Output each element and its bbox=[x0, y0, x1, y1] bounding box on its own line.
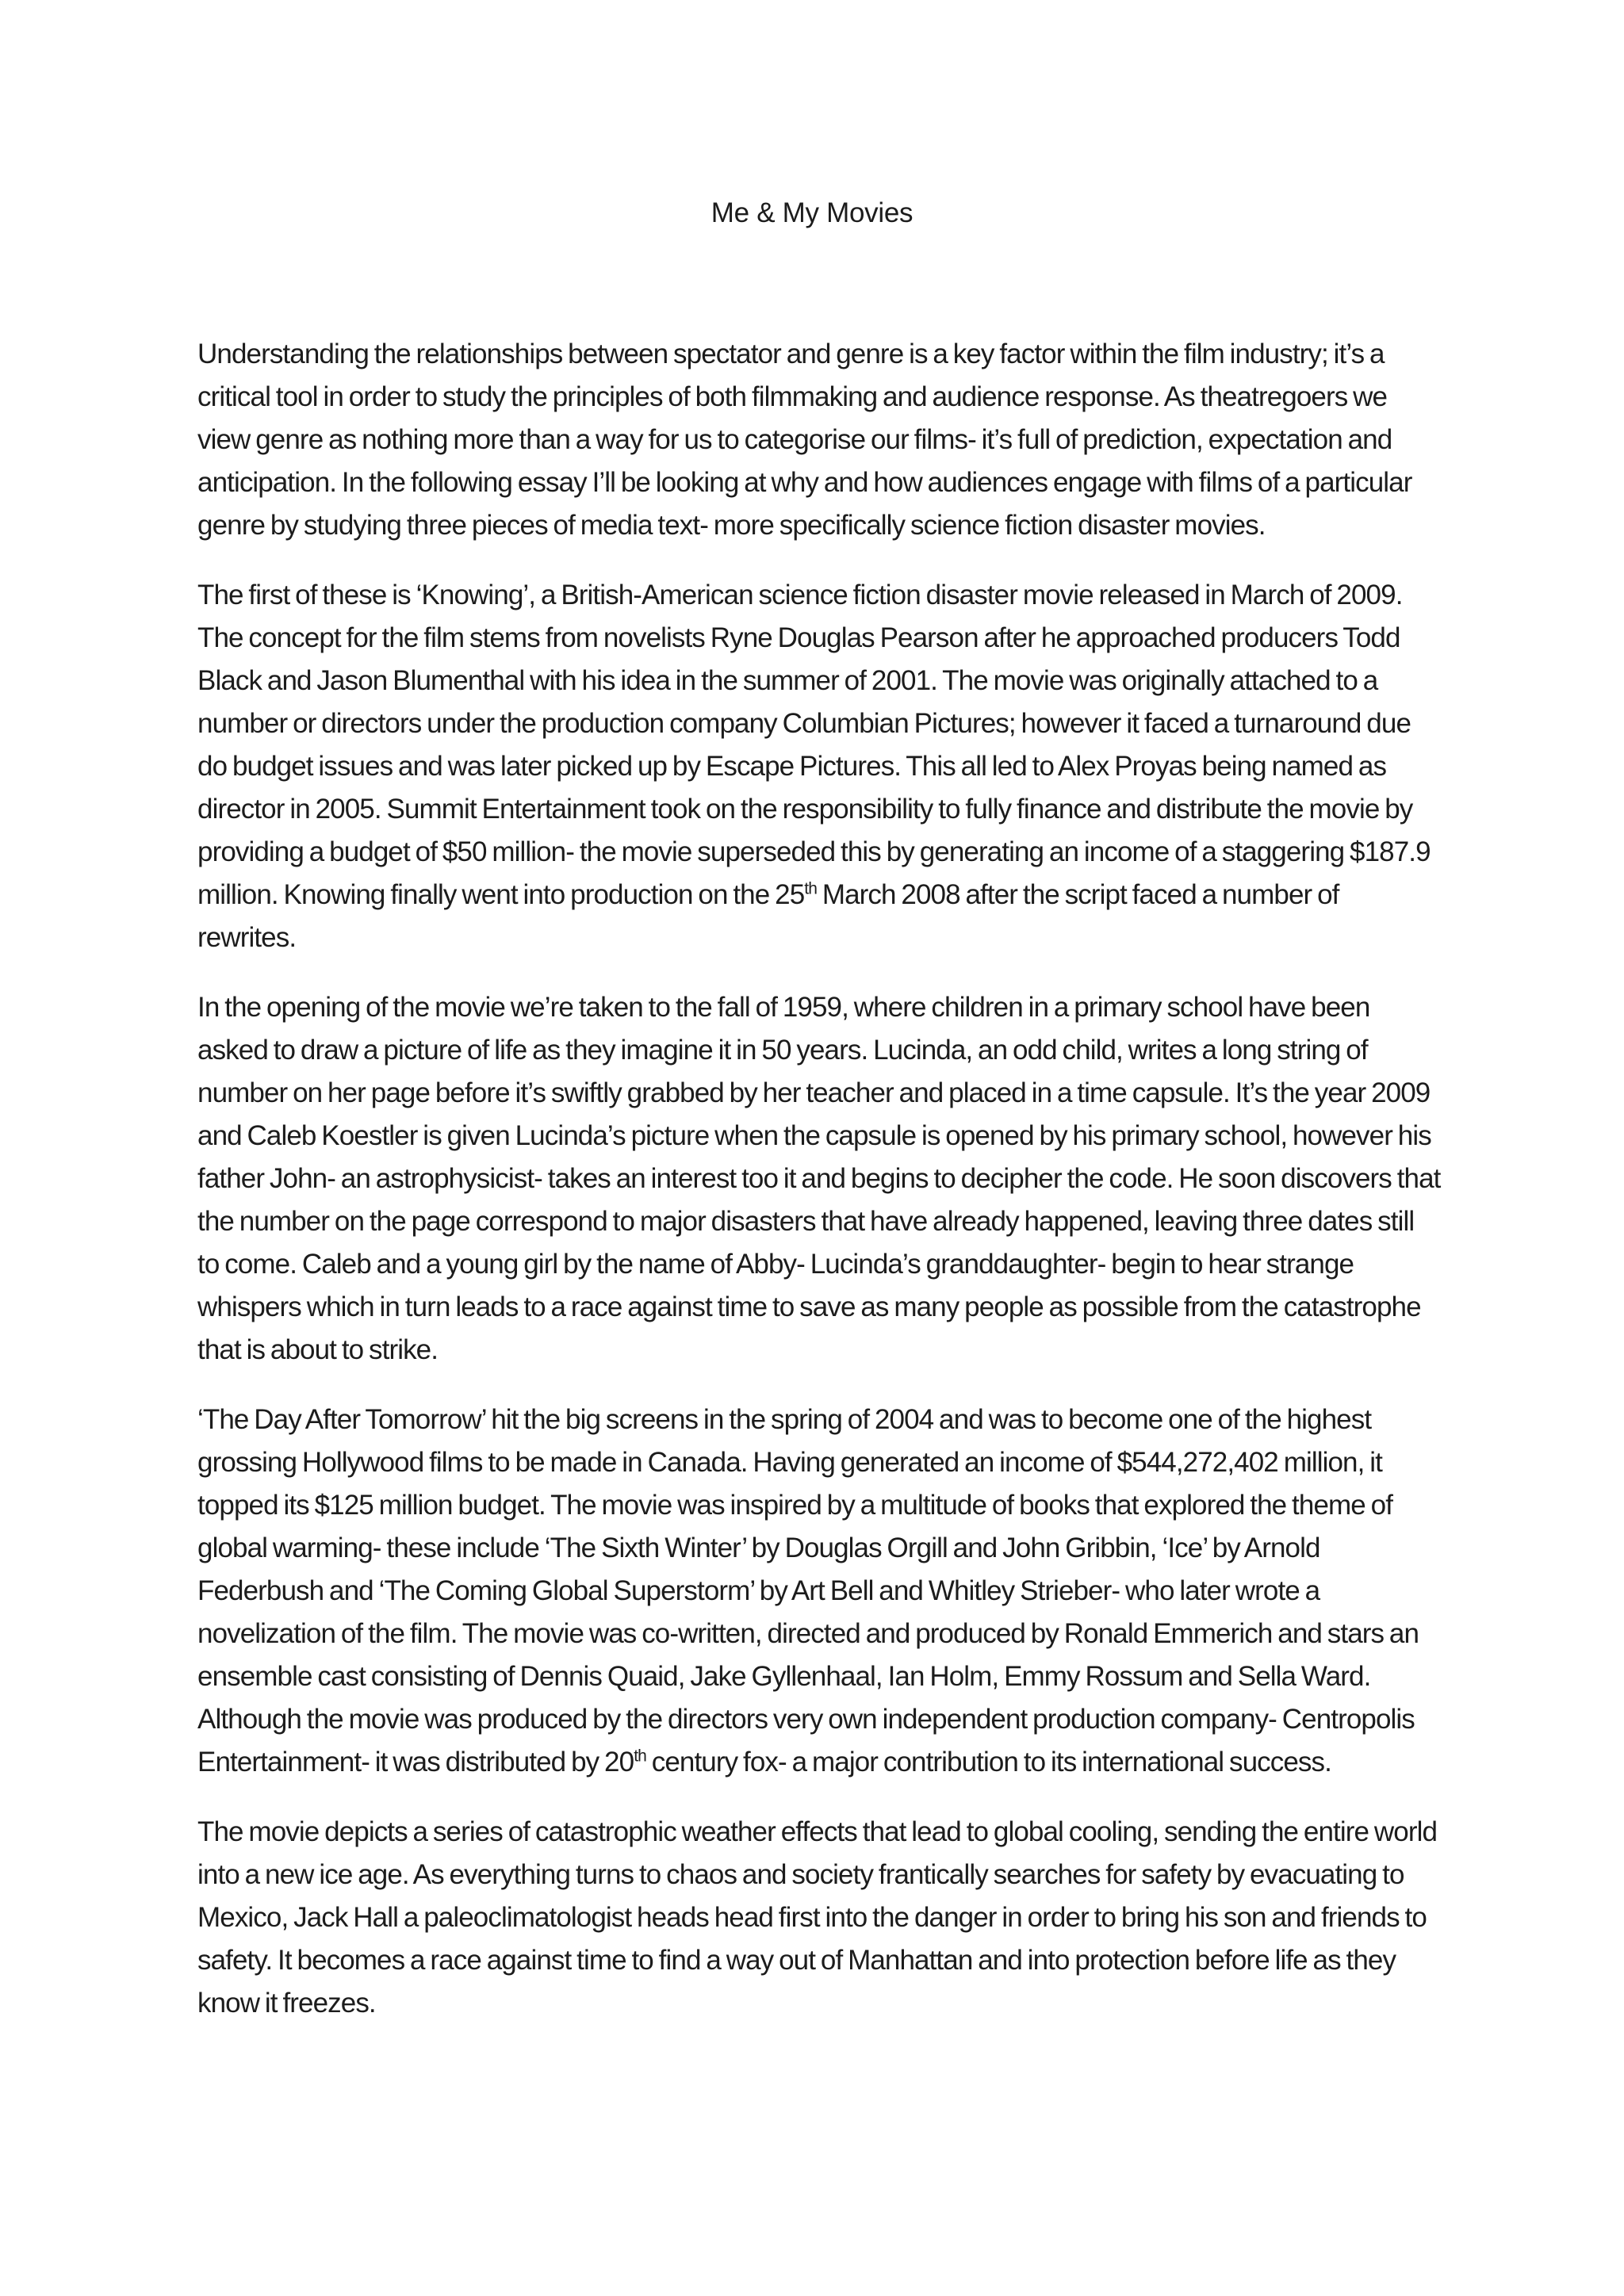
paragraph-knowing-plot: In the opening of the movie we’re taken to the fall of 1959, where children in a primary school have been asked to draw a picture of life as they imagine it in 50 years. Lucinda, an odd child, writes a long string of number on her page before it’s swiftly grabbed by her teacher and placed in a time capsule. It’s the year 2009 and Caleb Koestler is given Lucinda’s picture when the capsule is opened by his primary school, however his father John- an astrophysicist- takes an interest too it and begins to decipher the code. He soon discovers that the number on the page correspond to major disasters that have already happened, leaving three dates still to come. Caleb and a young girl by the name of Abby- Lucinda’s granddaughter- begin to hear strange whispers which in turn leads to a race against time to save as many people as possible from the catastrophe that is about to strike. bbox=[197, 992, 1441, 1365]
paragraph-text: The first of these is ‘Knowing’, a British-American science fiction disaster movie released in March of 2009. The concept for the film stems from novelists Ryne Douglas Pearson after he approached producers Todd Black and Jason Blumenthal with his idea in the summer of 2001. The movie was originally attached to a number or directors under the production company Columbian Pictures; however it faced a turnaround due do budget issues and was later picked up by Escape Pictures. This all led to Alex Proyas being named as director in 2005. Summit Entertainment took on the responsibility to fully finance and distribute the movie by providing a budget of $50 million- the movie superseded this by generating an income of a staggering $187.9 million. Knowing finally went into production on the 25 bbox=[197, 580, 1431, 910]
paragraph-text: ‘The Day After Tomorrow’ hit the big screens in the spring of 2004 and was to become one of the highest grossing Hollywood films to be made in Canada. Having generated an income of $544,272,402 million, it topped its $125 million budget. The movie was inspired by a multitude of books that explored the theme of global warming- these include ‘The Sixth Winter’ by Douglas Orgill and John Gribbin, ‘Ice’ by Arnold Federbush and ‘The Coming Global Superstorm’ by Art Bell and Whitley Strieber- who later wrote a novelization of the film. The movie was co-written, directed and produced by Ronald Emmerich and stars an ensemble cast consisting of Dennis Quaid, Jake Gyllenhaal, Ian Holm, Emmy Rossum and Sella Ward. Although the movie was produced by the directors very own independent production company- Centropolis Entertainment- it was distributed by 20 bbox=[197, 1404, 1419, 1777]
paragraph-day-after-tomorrow-production bbox=[197, 1399, 1441, 1784]
paragraph-day-after-tomorrow-plot: The movie depicts a series of catastrophic weather effects that lead to global cooling, sending the entire world into a new ice age. As everything turns to chaos and society frantically searches for safety by evacuating to Mexico, Jack Hall a paleoclimatologist heads head first into the danger in order to bring his son and friends to safety. It becomes a race against time to find a way out of Manhattan and into protection before life as they know it freezes. bbox=[197, 1816, 1438, 2019]
ordinal-superscript: th bbox=[634, 1747, 646, 1766]
ordinal-superscript: th bbox=[804, 879, 817, 898]
paragraph-text: March 2008 after the script faced a number of rewrites. bbox=[197, 879, 1339, 953]
paragraph-intro: Understanding the relationships between spectator and genre is a key factor within the film industry; it’s a critical tool in order to study the principles of both filmmaking and audience response. As theatregoers we view genre as nothing more than a way for us to categorise our films- it’s full of prediction, expectation and anticipation. In the following essay I’ll be looking at why and how audiences engage with films of a particular genre by studying three pieces of media text- more specifically science fiction disaster movies. bbox=[197, 339, 1412, 541]
paragraph-knowing-production bbox=[197, 574, 1441, 959]
paragraph-text: century fox- a major contribution to its international success. bbox=[645, 1747, 1331, 1777]
page-title: Me & My Movies bbox=[710, 197, 914, 228]
essay-body bbox=[197, 333, 1441, 2052]
